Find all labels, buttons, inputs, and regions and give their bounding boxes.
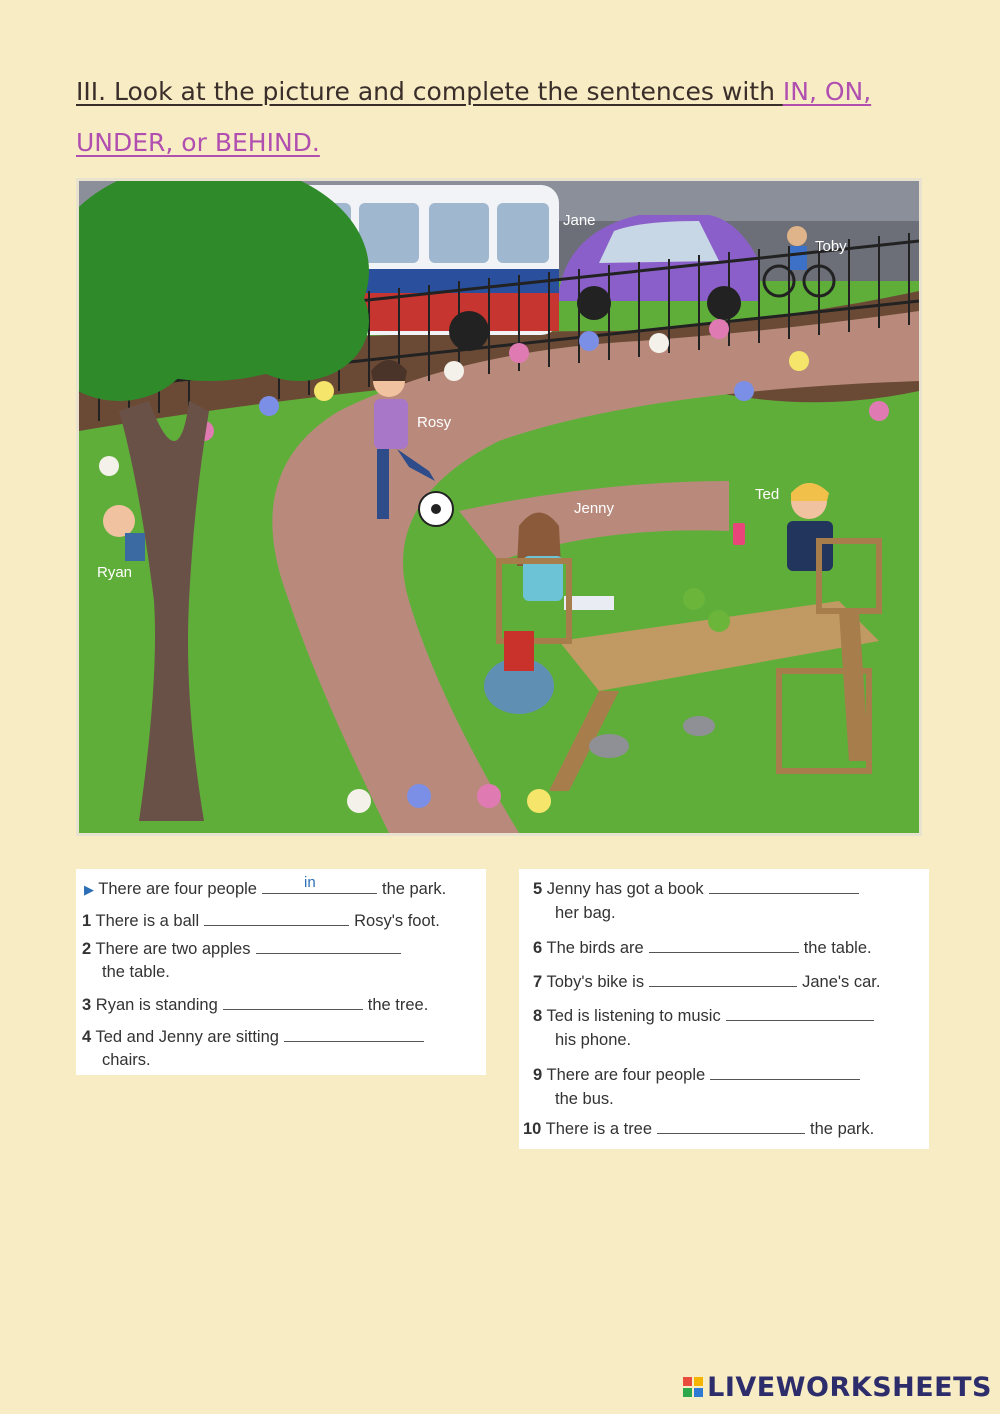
answer-blank[interactable] xyxy=(726,1006,874,1021)
label-rosy: Rosy xyxy=(417,414,452,431)
instruction-words: IN, ON, xyxy=(782,77,872,106)
exercise-item-3 xyxy=(82,995,428,1015)
exercise-item-6 xyxy=(533,938,872,958)
item-text-after: Rosy's foot. xyxy=(354,912,440,930)
exercise-item-2 xyxy=(82,939,406,959)
answer-blank[interactable] xyxy=(710,1065,860,1080)
exercise-box-right xyxy=(519,869,929,1149)
answer-blank[interactable] xyxy=(649,972,797,987)
item-text-after: the tree. xyxy=(367,996,429,1014)
answer-blank[interactable] xyxy=(204,911,349,926)
answer-blank[interactable] xyxy=(649,938,799,953)
item-text: Jenny has got a book xyxy=(546,880,704,898)
item-number: 6 xyxy=(533,939,543,957)
example-before: There are four people xyxy=(98,880,257,898)
item-number: 3 xyxy=(82,996,92,1014)
item-number: 7 xyxy=(533,973,543,991)
park-illustration xyxy=(79,181,919,833)
item-text: Toby's bike is xyxy=(546,973,645,991)
instruction-heading xyxy=(76,66,936,168)
item-text: There are two apples xyxy=(95,940,251,958)
exercise-item-8 xyxy=(533,1006,879,1026)
item-number: 4 xyxy=(82,1028,92,1046)
item-number: 2 xyxy=(82,940,92,958)
answer-blank[interactable] xyxy=(284,1027,424,1042)
exercise-item-5 xyxy=(533,879,864,899)
label-jenny: Jenny xyxy=(574,500,615,517)
liveworksheets-logo[interactable] xyxy=(683,1370,992,1404)
label-ted: Ted xyxy=(755,486,780,503)
answer-blank[interactable] xyxy=(223,995,363,1010)
exercise-item-4 xyxy=(82,1027,429,1047)
arrow-icon: ▶ xyxy=(84,882,94,897)
item-text-after: Jane's car. xyxy=(802,973,881,991)
exercise-item-9 xyxy=(533,1065,865,1085)
exercise-box-left xyxy=(76,869,486,1075)
item-text: Ted and Jenny are sitting xyxy=(95,1028,279,1046)
item-text: There are four people xyxy=(546,1066,706,1084)
example-answer: in xyxy=(303,874,316,891)
answer-blank[interactable] xyxy=(709,879,859,894)
answer-blank[interactable] xyxy=(256,939,401,954)
item-number: 10 xyxy=(523,1120,542,1138)
instruction-lead: III. Look at the picture and complete the sentences with xyxy=(76,77,783,106)
example-blank xyxy=(262,874,377,894)
item-number: 9 xyxy=(533,1066,543,1084)
label-jane: Jane xyxy=(563,212,596,229)
label-toby: Toby xyxy=(815,238,847,255)
exercise-item-1 xyxy=(82,911,440,931)
item-text-after: the park. xyxy=(810,1120,875,1138)
park-picture xyxy=(76,178,922,836)
item-text: There is a tree xyxy=(545,1120,653,1138)
answer-blank[interactable] xyxy=(657,1119,805,1134)
item-text-line2: her bag. xyxy=(555,904,616,922)
exercise-item-7 xyxy=(533,972,880,992)
item-text: There is a ball xyxy=(95,912,200,930)
item-text-line2: the table. xyxy=(102,963,170,981)
exercise-item-10 xyxy=(523,1119,874,1139)
item-text-line2: chairs. xyxy=(102,1051,151,1069)
item-number: 1 xyxy=(82,912,92,930)
item-text-after: the table. xyxy=(803,939,872,957)
item-text: The birds are xyxy=(546,939,644,957)
item-text: Ryan is standing xyxy=(95,996,218,1014)
logo-grid-icon xyxy=(683,1377,703,1397)
example-sentence xyxy=(84,874,447,899)
label-ryan: Ryan xyxy=(97,564,133,581)
item-text: Ted is listening to music xyxy=(546,1007,721,1025)
item-text-line2: his phone. xyxy=(555,1031,632,1049)
example-after: the park. xyxy=(381,880,447,898)
item-text-line2: the bus. xyxy=(555,1090,614,1108)
instruction-words-2: UNDER, or BEHIND. xyxy=(76,128,320,157)
item-number: 5 xyxy=(533,880,543,898)
item-number: 8 xyxy=(533,1007,543,1025)
logo-text: LIVEWORKSHEETS xyxy=(707,1371,992,1403)
